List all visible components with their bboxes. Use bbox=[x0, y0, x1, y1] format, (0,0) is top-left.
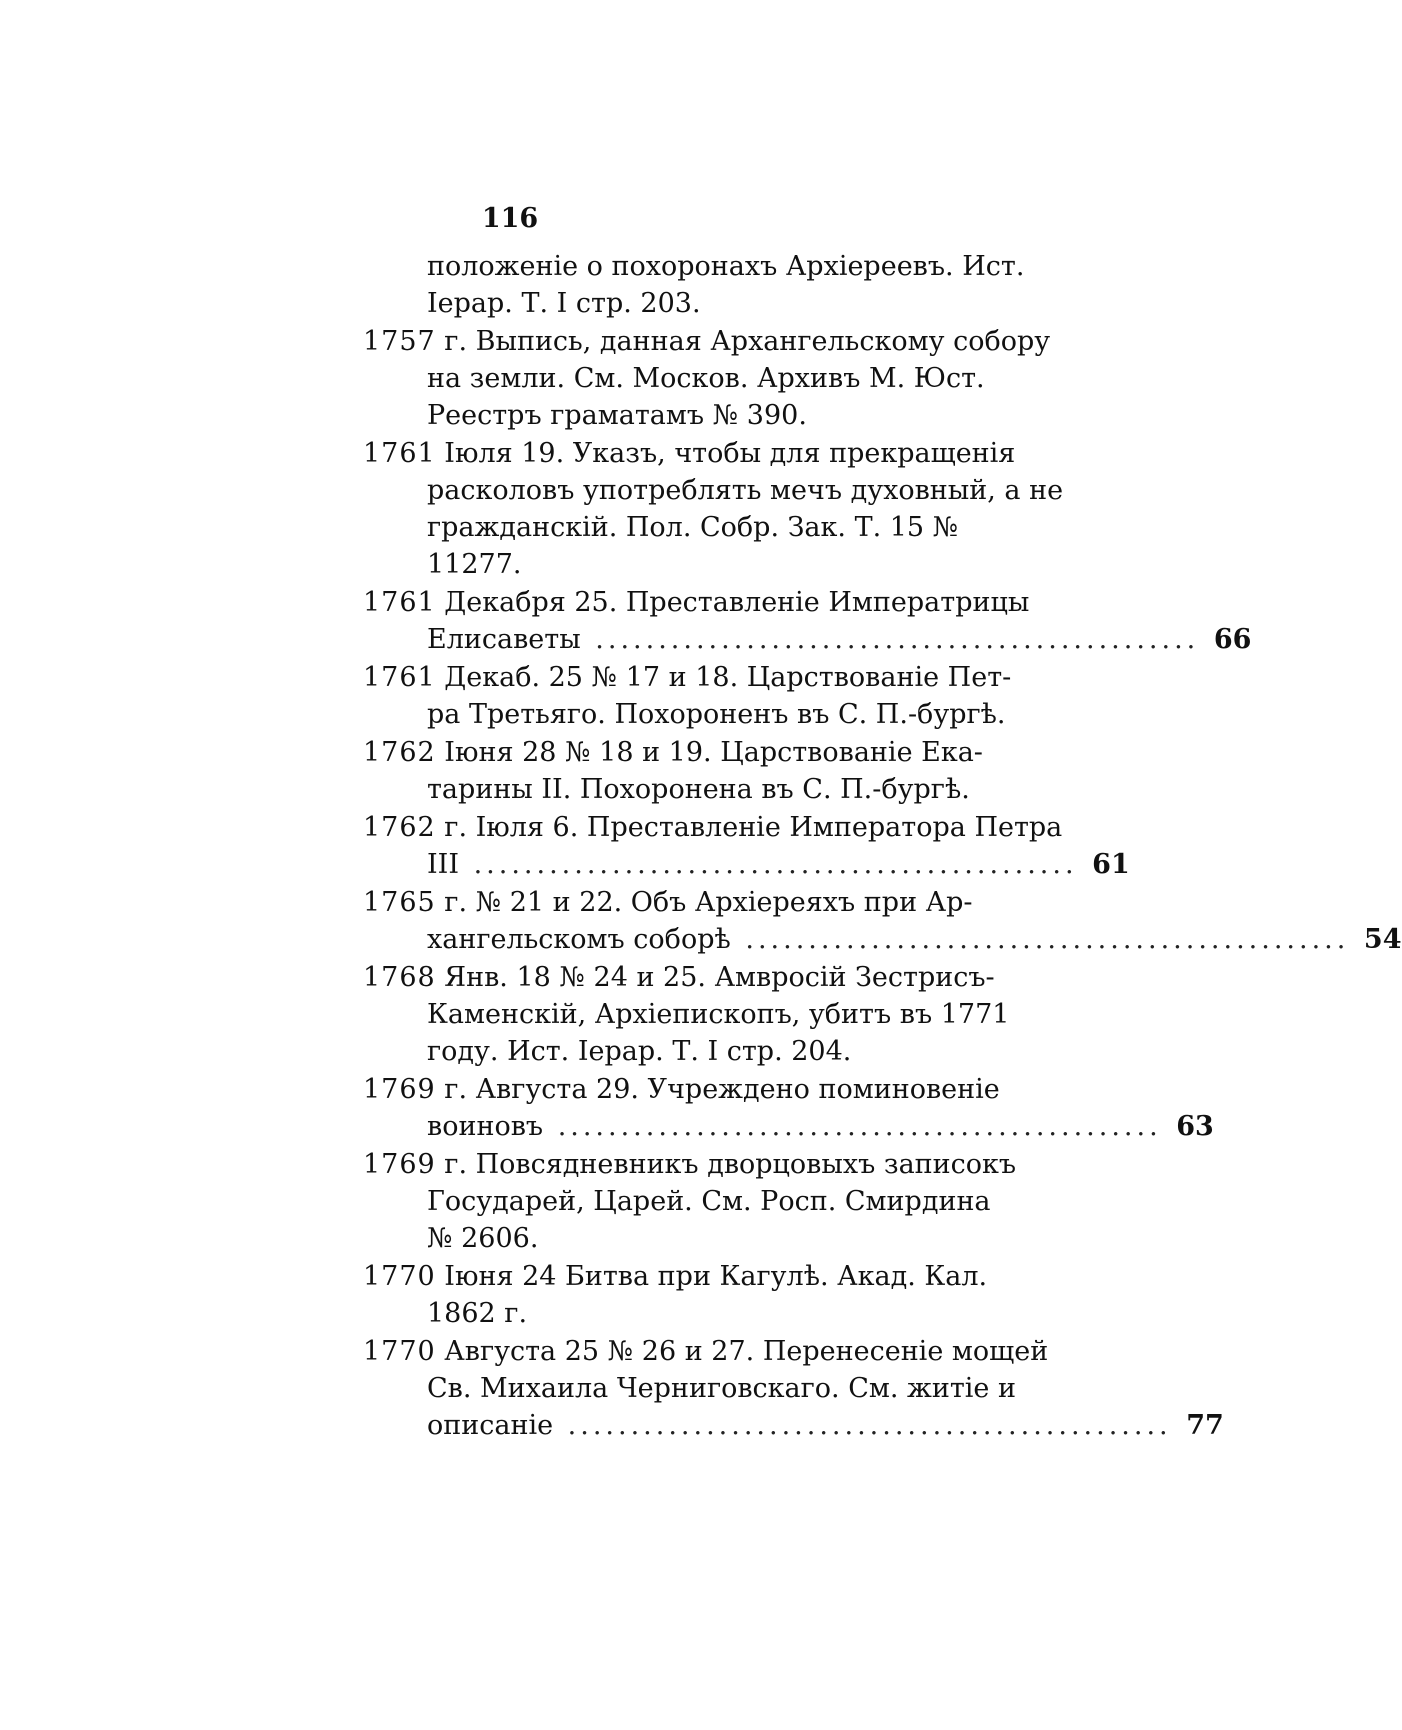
entry-line: гражданскій. Пол. Собр. Зак. Т. 15 № bbox=[427, 512, 959, 543]
entry-line: положеніе о похоронахъ Архіереевъ. Ист. bbox=[427, 251, 1025, 282]
entry-1762-july bbox=[363, 809, 1130, 883]
entry-date: 1761 bbox=[363, 662, 436, 693]
dot-leader: ................................................ bbox=[745, 924, 1350, 955]
page-reference: 66 bbox=[1213, 624, 1252, 655]
entry-date: 1761 bbox=[363, 438, 436, 469]
entry-text: Декабря 25. Преставленіе Императрицы bbox=[435, 587, 1030, 618]
entry-line: Государей, Царей. См. Росп. Смирдина bbox=[427, 1186, 991, 1217]
entry-first-line bbox=[363, 659, 1012, 696]
entry-date: 1757 bbox=[363, 326, 436, 357]
entry-text: Іюня 28 № 18 и 19. Царствованіе Ека- bbox=[435, 737, 983, 768]
page-reference: 63 bbox=[1176, 1111, 1214, 1142]
entry-text: Іюля 19. Указъ, чтобы для прекращенія bbox=[435, 438, 1016, 469]
entry-leader-line bbox=[363, 921, 1402, 958]
entry-date: 1770 bbox=[363, 1261, 436, 1292]
entry-text: Елисаветы bbox=[427, 624, 581, 655]
dot-leader: ................................................ bbox=[557, 1111, 1162, 1142]
chronology-list bbox=[363, 248, 1402, 1445]
entry-1769 bbox=[363, 1146, 1033, 1257]
entry-text: хангельскомъ соборѣ bbox=[427, 924, 731, 955]
dot-leader: ................................................ bbox=[595, 624, 1200, 655]
entry-1761-july bbox=[363, 435, 1064, 583]
entry-line: Реестръ граматамъ № 390. bbox=[427, 400, 807, 431]
entry-line: ра Третьяго. Похороненъ въ С. П.-бургѣ. bbox=[427, 699, 1006, 730]
entry-leader-line bbox=[363, 1108, 1214, 1145]
entry-continued bbox=[363, 248, 1033, 322]
entry-text: г. Августа 29. Учреждено поминовеніе bbox=[435, 1074, 1000, 1105]
entry-first-line bbox=[363, 809, 1063, 846]
entry-date: 1770 bbox=[363, 1336, 436, 1367]
entry-line: 11277. bbox=[427, 549, 522, 580]
entry-leader-line bbox=[363, 621, 1252, 658]
entry-1770-august bbox=[363, 1333, 1224, 1444]
entry-text: воиновъ bbox=[427, 1111, 544, 1142]
entry-text: г. Выпись, данная Архангельскому собору bbox=[435, 326, 1051, 357]
entry-1768 bbox=[363, 959, 1033, 1070]
entry-text: Декаб. 25 № 17 и 18. Царствованіе Пет- bbox=[435, 662, 1012, 693]
entry-1765 bbox=[363, 884, 1402, 958]
entry-leader-line bbox=[363, 846, 1130, 883]
entry-first-line bbox=[363, 884, 1033, 921]
entry-1769-august bbox=[363, 1071, 1214, 1145]
page-number: 116 bbox=[481, 203, 539, 234]
entry-text: Янв. 18 № 24 и 25. Амвросій Зестрисъ- bbox=[435, 962, 995, 993]
entry-line: году. Ист. Іерар. Т. I стр. 204. bbox=[427, 1036, 852, 1067]
entry-date: 1761 bbox=[363, 587, 436, 618]
entry-line: 1862 г. bbox=[427, 1298, 528, 1329]
entry-line: № 2606. bbox=[427, 1223, 539, 1254]
page-reference: 61 bbox=[1092, 849, 1130, 880]
entry-line: расколовъ употреблять мечъ духовный, а не bbox=[427, 475, 1064, 506]
page-reference: 77 bbox=[1186, 1410, 1224, 1441]
entry-text: г. № 21 и 22. Объ Архіереяхъ при Ар- bbox=[435, 887, 973, 918]
entry-date: 1765 bbox=[363, 887, 436, 918]
entry-first-line bbox=[363, 323, 1051, 360]
entry-text: Іюня 24 Битва при Кагулѣ. Акад. Кал. bbox=[435, 1261, 988, 1292]
entry-date: 1769 bbox=[363, 1074, 436, 1105]
entry-date: 1768 bbox=[363, 962, 436, 993]
entry-1762-june bbox=[363, 734, 1033, 808]
entry-date: 1769 bbox=[363, 1149, 436, 1180]
entry-date: 1762 bbox=[363, 812, 436, 843]
entry-line: Св. Михаила Черниговскаго. См. житіе и bbox=[427, 1373, 1016, 1404]
entry-1770-june bbox=[363, 1258, 1033, 1332]
entry-first-line bbox=[363, 1258, 988, 1295]
entry-leader-line bbox=[363, 1407, 1224, 1444]
entry-first-line bbox=[363, 1333, 1049, 1370]
entry-date: 1762 bbox=[363, 737, 436, 768]
page-reference: 54 bbox=[1363, 924, 1402, 955]
entry-first-line bbox=[363, 734, 983, 771]
entry-line: тарины II. Похоронена въ С. П.-бургѣ. bbox=[427, 774, 970, 805]
entry-first-line bbox=[363, 1071, 1033, 1108]
entry-line: на земли. См. Москов. Архивъ М. Юст. bbox=[427, 363, 985, 394]
entry-1761-dekab bbox=[363, 659, 1033, 733]
entry-first-line bbox=[363, 959, 995, 996]
entry-first-line bbox=[363, 584, 1033, 621]
entry-line: Каменскій, Архіепископъ, убитъ въ 1771 bbox=[427, 999, 1010, 1030]
entry-text: г. Повсядневникъ дворцовыхъ записокъ bbox=[435, 1149, 1017, 1180]
dot-leader: ................................................ bbox=[567, 1410, 1172, 1441]
dot-leader: ................................................ bbox=[473, 849, 1078, 880]
entry-first-line bbox=[363, 1146, 1017, 1183]
entry-text: описаніе bbox=[427, 1410, 554, 1441]
entry-text: III bbox=[427, 849, 459, 880]
entry-text: г. Іюля 6. Преставленіе Императора Петра bbox=[435, 812, 1063, 843]
entry-text: Августа 25 № 26 и 27. Перенесеніе мощей bbox=[435, 1336, 1049, 1367]
entry-1761-december bbox=[363, 584, 1252, 658]
entry-line: Іерар. Т. I стр. 203. bbox=[427, 288, 701, 319]
entry-1757 bbox=[363, 323, 1051, 434]
entry-first-line bbox=[363, 435, 1016, 472]
